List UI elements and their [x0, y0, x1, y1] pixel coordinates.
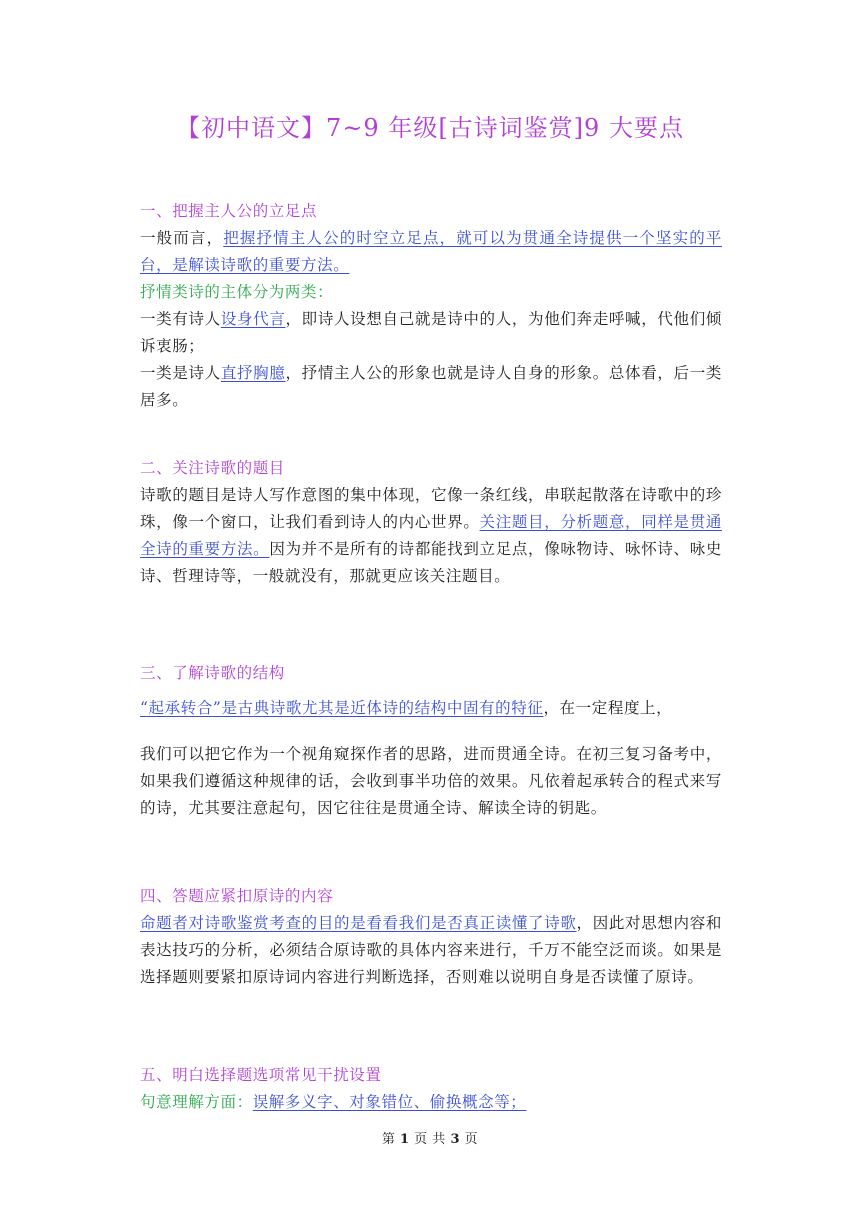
- paragraph: [140, 225, 722, 279]
- body-text: ，在一定程度上，: [543, 699, 673, 717]
- body-text: ，抒情主人公的形象也就是诗人自身的形象。总体看，后一类居多。: [140, 364, 722, 409]
- section-heading: 五、明白选择题选项常见干扰设置: [140, 1066, 382, 1084]
- page-footer: [0, 1128, 860, 1147]
- body-text: 诗歌的题目是诗人写作意图的集中体现，它像一条红线，串联起散落在诗歌中的珍珠，像一个窗口，让我们看到诗人的内心世界。: [140, 486, 722, 531]
- section-heading: 一、把握主人公的立足点: [140, 202, 318, 220]
- highlight-link[interactable]: 关注题目，分析题意，同样是贯通全诗的重要方法。: [140, 513, 722, 558]
- section-1: [140, 198, 722, 414]
- current-page-number: 1: [399, 1132, 410, 1147]
- total-page-number: 3: [450, 1132, 460, 1147]
- paragraph: 我们可以把它作为一个视角窥探作者的思路，进而贯通全诗。在初三复习备考中，如果我们遵循这种规律的话，会收到事半功倍的效果。凡依着起承转合的程式来写的诗，尤其要注意起句，因它往往是贯通全诗、解读全诗的钥匙。: [140, 745, 722, 817]
- body-text: 一般而言，: [140, 229, 224, 247]
- section-3: [140, 660, 722, 822]
- paragraph: [140, 910, 722, 991]
- body-text: ，即诗人设想自己就是诗中的人，为他们奔走呼喊，代他们倾诉衷肠；: [140, 310, 722, 355]
- highlight-link[interactable]: 命题者对诗歌鉴赏考查的目的是看看我们是否真正读懂了诗歌: [140, 914, 577, 932]
- subheading: 抒情类诗的主体分为两类：: [140, 283, 334, 301]
- section-heading: 三、了解诗歌的结构: [140, 664, 285, 682]
- section-heading: 二、关注诗歌的题目: [140, 459, 285, 477]
- highlight-link[interactable]: 设身代言: [220, 310, 286, 328]
- paragraph: [140, 360, 722, 414]
- footer-prefix: 第: [381, 1132, 396, 1147]
- body-text: 一类有诗人: [140, 310, 221, 328]
- body-text: 一类是诗人: [140, 364, 221, 382]
- section-heading: 四、答题应紧扣原诗的内容: [140, 887, 334, 905]
- highlight-link[interactable]: 误解多义字、对象错位、偷换概念等；: [252, 1093, 527, 1111]
- highlight-link[interactable]: 把握抒情主人公的时空立足点，就可以为贯通全诗提供一个坚实的平台，是解读诗歌的重要方法。: [140, 229, 722, 274]
- document-title: 【初中语文】7~9 年级[古诗词鉴赏]9 大要点: [176, 114, 684, 142]
- highlight-link[interactable]: “起承转合”是古典诗歌尤其是近体诗的结构中固有的特征: [140, 699, 544, 717]
- body-text: ，因此对思想内容和表达技巧的分析，必须结合原诗歌的具体内容来进行，千万不能空泛而谈。如果是选择题则要紧扣原诗词内容进行判断选择，否则难以说明自身是否读懂了原诗。: [140, 914, 722, 986]
- footer-mid: 页 共: [414, 1132, 446, 1147]
- highlight-link[interactable]: 直抒胸臆: [220, 364, 286, 382]
- section-4: [140, 883, 722, 991]
- section-5: [140, 1062, 722, 1116]
- paragraph: [140, 1089, 722, 1116]
- paragraph: [140, 695, 722, 722]
- footer-suffix: 页: [464, 1132, 479, 1147]
- paragraph: [140, 306, 722, 360]
- body-text: 因为并不是所有的诗都能找到立足点，像咏物诗、咏怀诗、咏史诗、哲理诗等，一般就没有，那就更应该关注题目。: [140, 540, 722, 585]
- section-2: [140, 455, 722, 590]
- subheading: 句意理解方面：: [140, 1093, 253, 1111]
- paragraph: [140, 482, 722, 590]
